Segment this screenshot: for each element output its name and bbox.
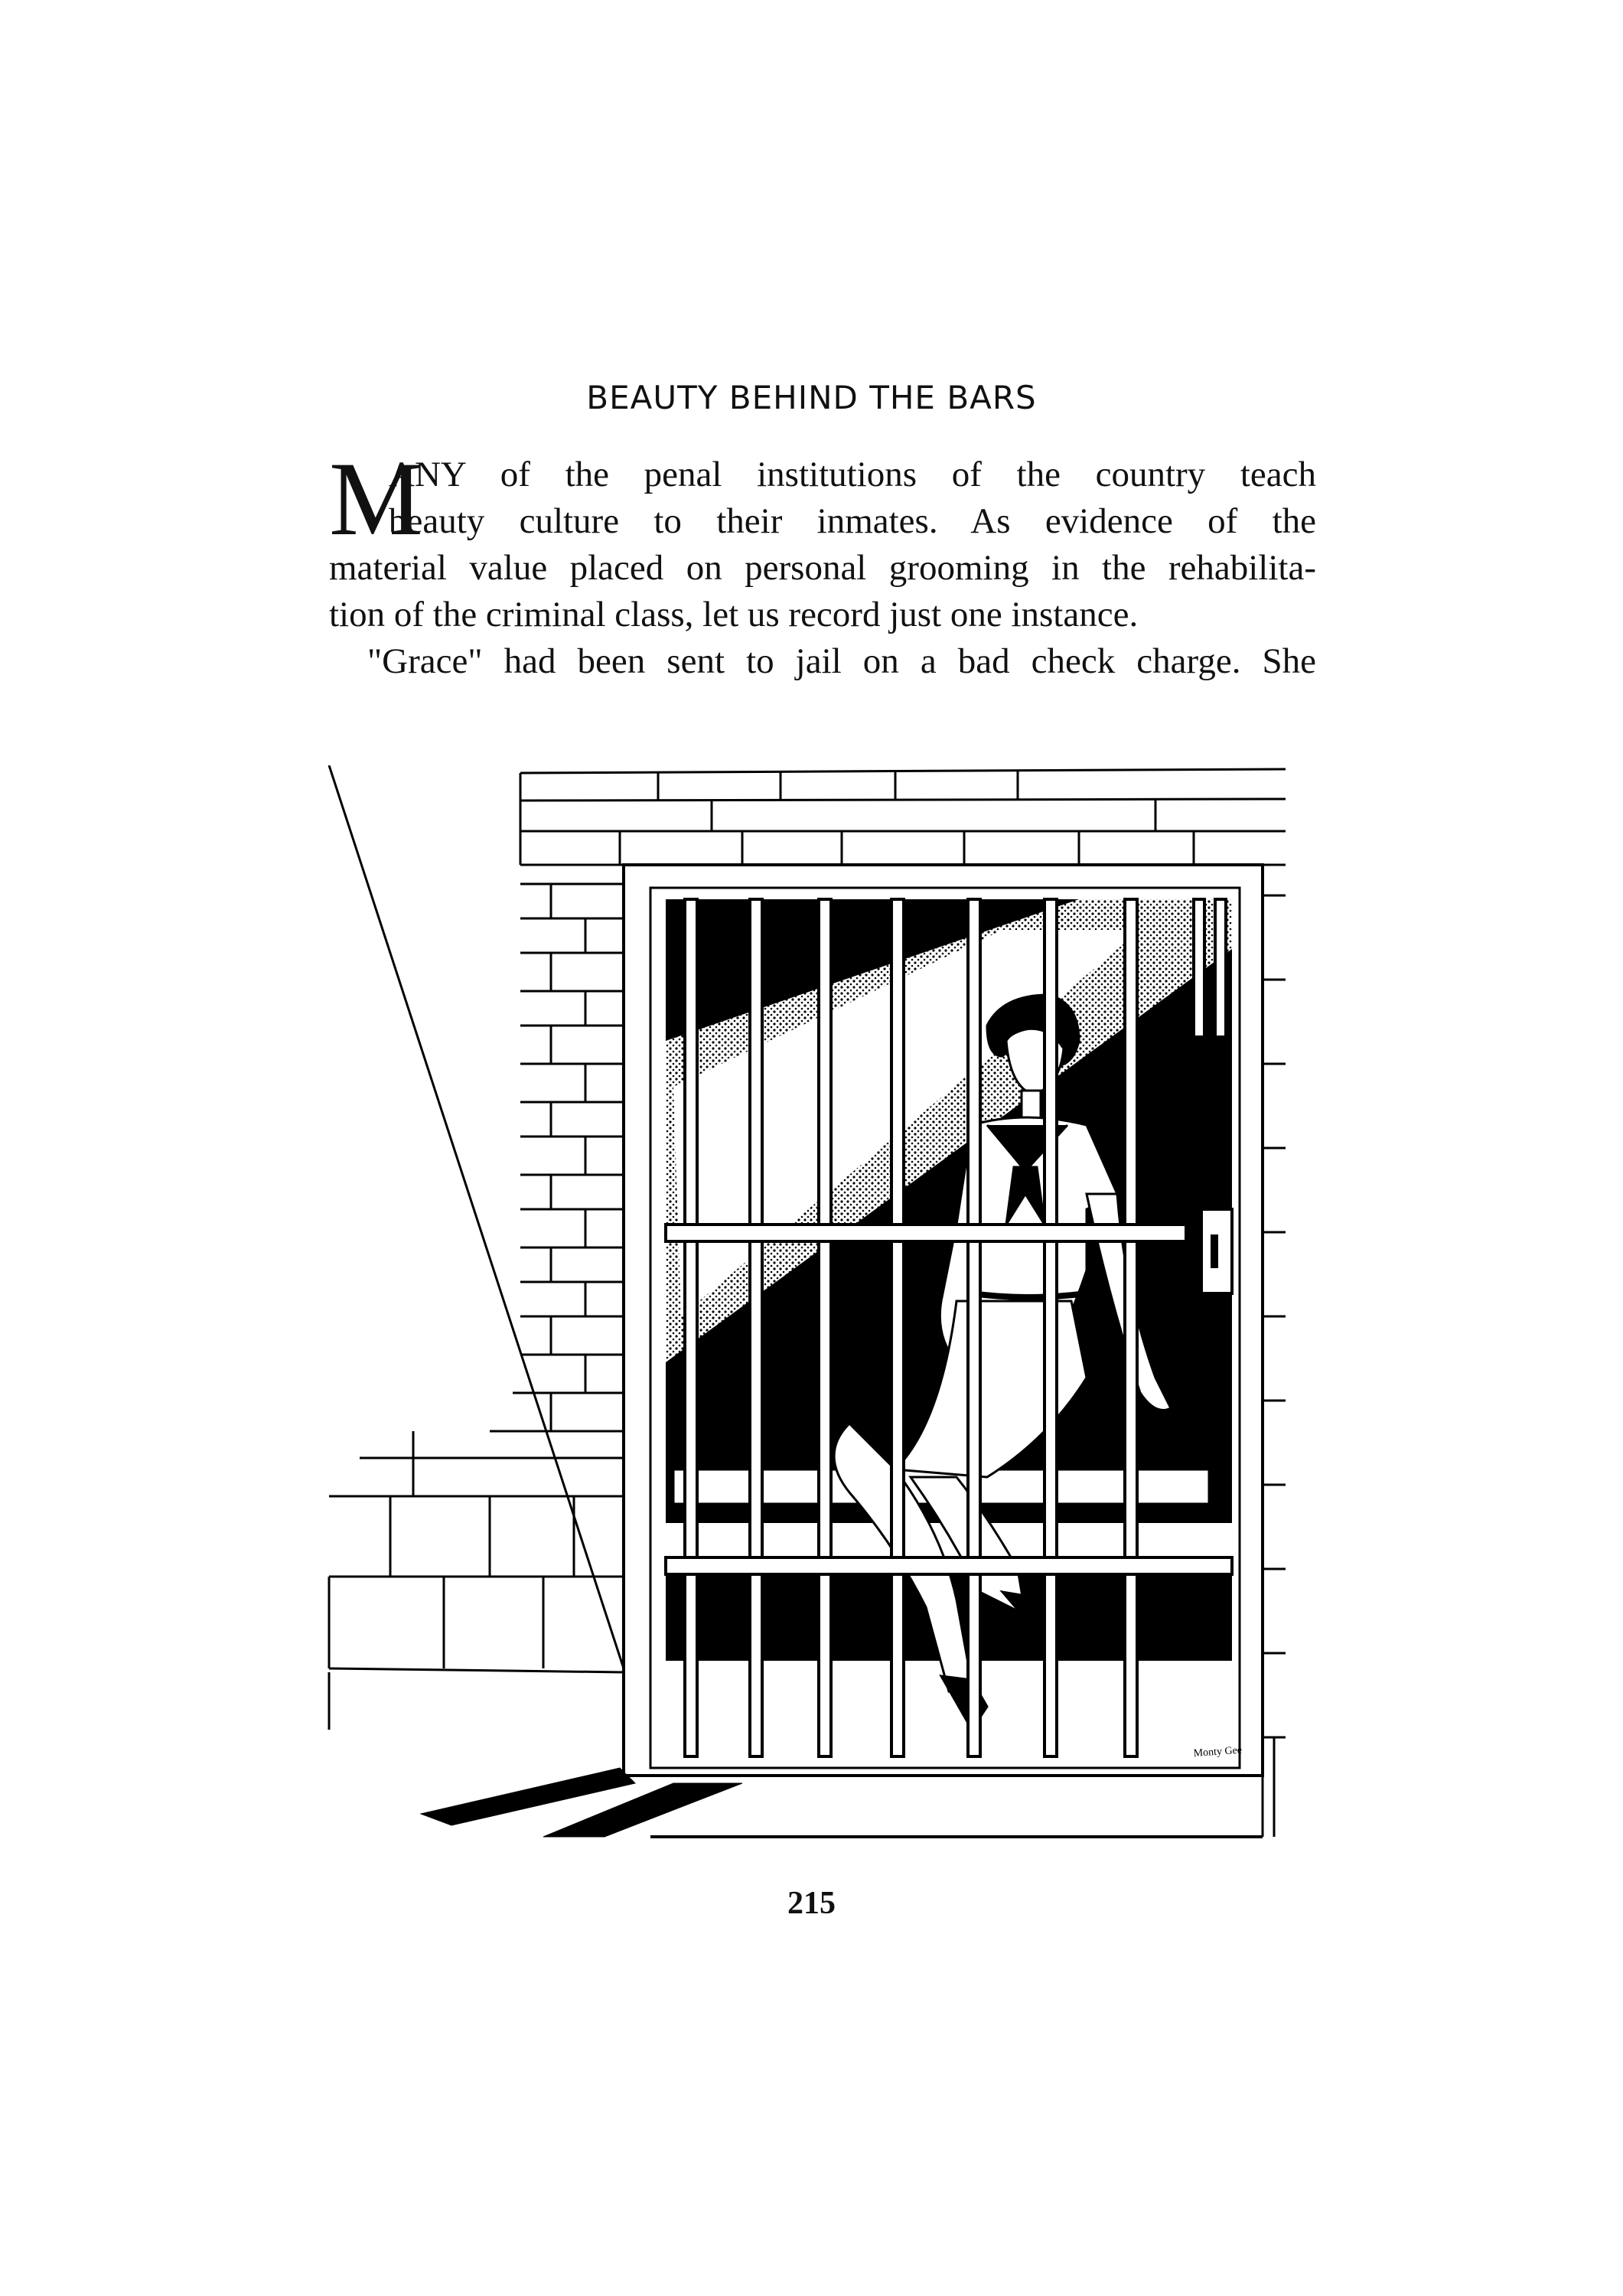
artist-signature: Monty Gee xyxy=(1193,1744,1243,1760)
body-text xyxy=(329,440,1316,685)
chapter-title: BEAUTY BEHIND THE BARS xyxy=(586,379,1037,416)
page-number: 215 xyxy=(787,1886,836,1921)
text-line: tion of the criminal class, let us record just one instance. xyxy=(329,595,1139,634)
text-line: material value placed on personal grooming in the rehabilita- xyxy=(329,548,1316,588)
floor-shadow xyxy=(421,1768,1263,1837)
text-line: ANY of the penal institutions of the country teach xyxy=(389,455,1316,494)
drop-cap: M xyxy=(329,440,423,557)
text-line: "Grace" had been sent to jail on a bad check charge. She xyxy=(367,641,1316,681)
jail-cell-illustration xyxy=(314,765,1301,1852)
text-line: beauty culture to their inmates. As evidence of the xyxy=(389,501,1316,541)
